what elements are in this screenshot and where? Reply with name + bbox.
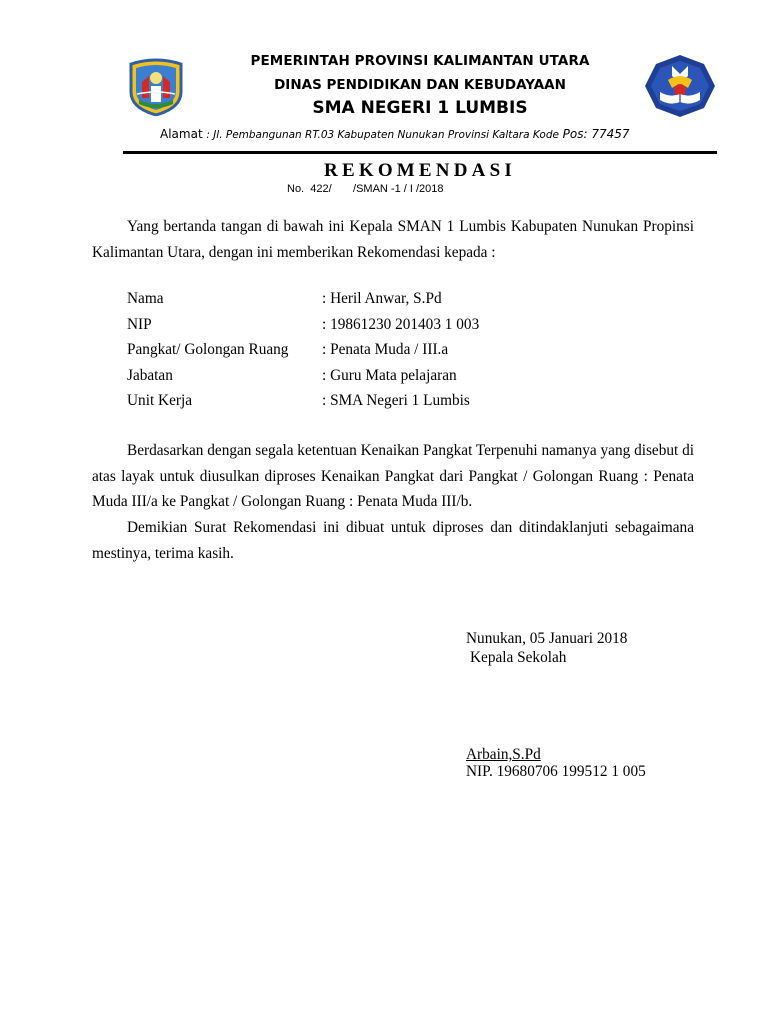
field-label: NIP [127,316,152,333]
signatory-nip: NIP. 19680706 199512 1 005 [466,763,646,780]
field-value: : Guru Mata pelajaran [322,367,457,384]
field-value: : Penata Muda / III.a [322,341,449,358]
field-label: Unit Kerja [127,392,192,409]
field-label: Pangkat/ Golongan Ruang [127,341,289,358]
opening-text: Yang bertanda tangan di bawah ini Kepala SMAN 1 Lumbis Kabupaten Nunukan Propinsi Kalimantan Utara, dengan ini memberikan Rekomendasi kepada : [92,218,694,261]
field-value: : SMA Negeri 1 Lumbis [322,392,470,409]
letter-number: No. 422/ /SMAN -1 / I /2018 [287,183,444,195]
address-label: Alamat [160,127,203,141]
field-label: Nama [127,290,164,307]
field-value: : Heril Anwar, S.Pd [322,290,442,307]
letter-title: REKOMENDASI [324,160,516,181]
body-text-1: Berdasarkan dengan segala ketentuan Kenaikan Pangkat Terpenuhi namanya yang disebut di atas layak untuk diusulkan diproses Kenaikan Pangkat dari Pangkat / Golongan Ruang : Penata Muda III/a ke Pangkat / Golongan Ruang : Penata Muda III/b. [92,442,694,510]
signatory-position: Kepala Sekolah [470,649,567,666]
body-paragraph-2 [92,515,694,566]
postal-code: Pos: 77457 [562,127,630,141]
signatory-name: Arbain,S.Pd [466,746,541,763]
address-value: : Jl. Pembangunan RT.03 Kabupaten Nunukan Provinsi Kaltara Kode [206,129,559,141]
government-name: PEMERINTAH PROVINSI KALIMANTAN UTARA [250,53,590,69]
body-text-2: Demikian Surat Rekomendasi ini dibuat untuk diproses dan ditindaklanjuti sebagaimana mestinya, terima kasih. [92,519,694,562]
field-value: : 19861230 201403 1 003 [322,316,480,333]
school-address [160,127,660,141]
department-name: DINAS PENDIDIKAN DAN KEBUDAYAAN [274,77,566,93]
place-date: Nunukan, 05 Januari 2018 [466,630,628,647]
body-paragraph-1 [92,438,694,515]
opening-paragraph [92,214,694,265]
school-name: SMA NEGERI 1 LUMBIS [312,98,528,118]
letterhead-divider [123,151,717,154]
field-label: Jabatan [127,367,173,384]
